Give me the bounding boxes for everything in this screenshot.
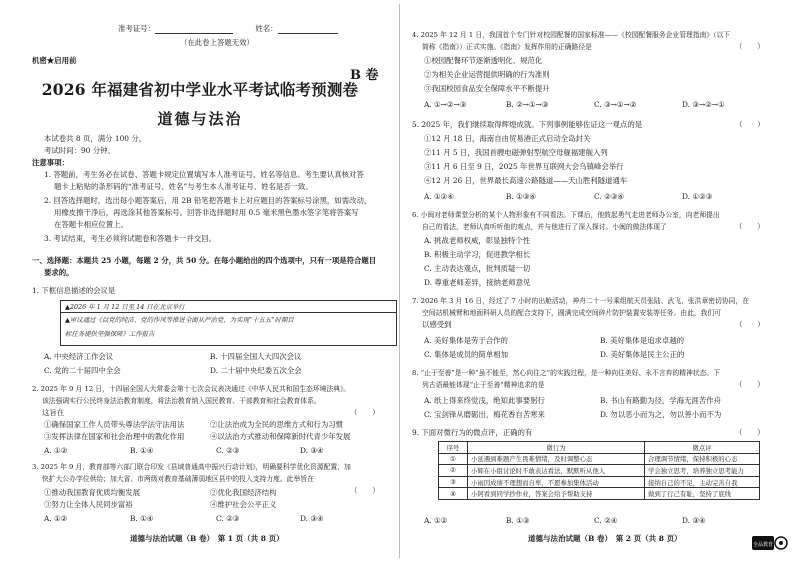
- q8-line: 8. “止于至善”是一种“虽不能至，然心向往之”的实践过程，是一种向往美好、永不言弃的精神状态。下: [412, 369, 721, 377]
- note-line: 2. 回答选择题时，选出每小题答案后，用 2B 铅笔把答题卡上对应题目的答案标号涂黑，如需改动，: [44, 196, 372, 205]
- q9-option-b: B. ①③: [506, 516, 530, 525]
- q9-row-behavior: 小阿看到同学抄作业，答案会给予帮助支持: [468, 488, 645, 500]
- q9-option-a: A. ①②: [424, 516, 448, 525]
- q4-item: ①校园配餐环节逐渐透明化、规范化: [424, 56, 543, 65]
- intro-line-1: 本试卷共 8 页，满分 100 分，: [44, 134, 147, 143]
- q3-item: ①推动我国教育优质均衡发展: [44, 488, 141, 497]
- table-row: [439, 465, 760, 477]
- q4-option-d: D. ③→②→①: [682, 100, 725, 109]
- q7-line: 以感受到: [422, 320, 452, 329]
- q6-option-c: C. 主动表达观点，批判质疑一切: [424, 264, 531, 273]
- q9-option-d: D. ③④: [682, 516, 706, 525]
- logo-text: 全品教育: [752, 542, 774, 548]
- q8-answer-paren: （ ）: [735, 380, 765, 389]
- q1-info-line: ▲审议通过《以党的纯洁、党的作风等推进全面从严治党，为实现“十五五”时期目: [65, 316, 294, 324]
- note-line: 3. 考试结束，考生必须将试题卷和答题卡一并交回。: [44, 234, 216, 243]
- q9-option-c: C. ②④: [594, 516, 618, 525]
- q1-option-b: B. 十四届全国人大四次会议: [210, 352, 302, 361]
- subject-title: 道德与法治: [157, 110, 243, 128]
- q4-answer-paren: （ ）: [735, 42, 765, 51]
- q8-option-b: B. 书山有路勤为径，学海无涯苦作舟: [600, 396, 721, 405]
- q4-item: ③我国校园食品安全保障水平不断提升: [424, 84, 550, 93]
- q9-table: [438, 441, 760, 500]
- q5-item: ①12 月 18 日，海南自由贸易港正式启动全岛封关: [424, 134, 591, 143]
- q2-option-d: D. ③④: [300, 446, 324, 455]
- q2-item: ③发挥法律在国家和社会治理中的教化作用: [44, 432, 185, 441]
- q3-item: ②优化我国经济结构: [210, 488, 277, 497]
- q9-row-no: ②: [439, 465, 468, 477]
- q4-item: ②为相关企业运营提供明确的行为准则: [424, 70, 550, 79]
- q2-option-a: A. ①②: [44, 446, 68, 455]
- q6-option-a: A. 挑战老师权威，彰显独特个性: [424, 236, 531, 245]
- name-blank: [278, 25, 338, 34]
- q9-stem: 9. 下面对微行为的微点评，正确的有: [412, 428, 533, 437]
- q9-answer-paren: （ ）: [735, 428, 765, 437]
- q5-option-b: B. ①③④: [506, 192, 537, 201]
- table-row: [439, 488, 760, 500]
- q2-item: ④以法治方式推动和保障新时代青少年发展: [210, 432, 351, 441]
- q9-row-comment: 合理调节情绪，保持积极的心态: [645, 453, 760, 465]
- q4-option-b: B. ②→①→③: [506, 100, 549, 109]
- confidential-mark: 机密★启用前: [32, 56, 77, 65]
- q5-item: ③11 月 6 日至 9 日，2025 年世界互联网大会乌镇峰会举行: [424, 162, 624, 171]
- q9-row-comment: 学会独立思考，培养独立思考能力: [645, 465, 760, 477]
- q8-option-c: C. 宝剑锋从磨砺出，梅花香自苦寒来: [424, 410, 545, 419]
- section-1-heading: 一、选择题：本题共 25 小题，每题 2 分，共 50 分。在每小题给出的四个选项中，只有一项是符合题目: [32, 256, 377, 265]
- q6-option-d: D. 尊重老师差异，接纳老师意见: [424, 278, 531, 287]
- q6-answer-paren: （ ）: [735, 222, 765, 231]
- q3-line: 快扩大公办学位供给；加大省、市两级对教育基础薄弱地区县中的投入支持力度。此举旨在: [42, 475, 314, 483]
- q2-item: ②让法治成为全民的思维方式和行为习惯: [210, 420, 344, 429]
- q3-answer-paren: （ ）: [350, 486, 380, 495]
- q3-option-d: D. ③④: [300, 514, 324, 523]
- q4-line: 4. 2025 年 12 月 1 日，我国首个专门针对校园配餐的国家标准——《校园配餐服务企业管理指南》（以下: [412, 31, 731, 39]
- q5-item: ④12 月 26 日，世界最长高速公路隧道——天山胜利隧道通车: [424, 176, 628, 185]
- q2-answer-paren: （ ）: [350, 408, 380, 417]
- q7-option-a: A. 美好集体是劳于合作的: [424, 336, 508, 345]
- q9-row-behavior: 小辉在小组讨论时不敢表达看法，默默听从他人: [468, 465, 645, 477]
- q1-option-c: C. 党的二十届四中全会: [44, 366, 121, 375]
- q7-option-c: C. 集体是成员的简单相加: [424, 350, 508, 359]
- q9-header-behavior: 微行为: [468, 442, 645, 454]
- q3-option-c: C. ②③: [216, 514, 240, 523]
- q9-row-comment: 做到了行己有耻，坚持了底线: [645, 488, 760, 500]
- candidate-id-blank: [155, 25, 233, 34]
- q7-answer-paren: （ ）: [735, 320, 765, 329]
- q7-option-d: D. 美好集体是民主公正的: [600, 350, 685, 359]
- seal-note: （在此卷上答题无效）: [180, 38, 254, 47]
- q9-row-no: ④: [439, 488, 468, 500]
- intro-line-2: 考试时间：90 分钟。: [44, 146, 115, 155]
- q1-info-box: [60, 300, 397, 346]
- q6-line: 自己的看法，老师认真听听他的观点，并与他进行了深入探讨。小闽的做法体现了: [422, 223, 667, 231]
- volume-label: B 卷: [350, 68, 379, 83]
- exam-title: 2026 年福建省初中学业水平考试临考预测卷: [41, 80, 359, 99]
- q2-item: ①确保国家工作人员带头尊法学法守法用法: [44, 420, 185, 429]
- q3-item: ④维护社会公平正义: [210, 500, 277, 509]
- q2-line: 2. 2025 年 9 月 12 日，十四届全国人大常委会第十七次会议表决通过《中华人民共和国生态环境法典》。: [32, 385, 351, 393]
- q3-item: ③努力让全体人民同步富裕: [44, 500, 133, 509]
- q1-info-date: ▲2026 年 1 月 12 日至 14 日在北京举行: [65, 303, 185, 311]
- q5-option-c: C. ②③④: [594, 192, 624, 201]
- q1-stem: 1. 下框信息描述的会议是: [32, 286, 116, 295]
- candidate-id-field: [118, 24, 338, 34]
- candidate-id-label: 准考证号：: [118, 24, 155, 33]
- q8-line: 列古语最能体现“止于至善”精神追求的是: [422, 381, 545, 389]
- publisher-logo-icon: [752, 534, 788, 552]
- q9-row-comment: 接纳自己的不足，主动完善自我: [645, 476, 760, 488]
- q9-row-behavior: 小延遇到难题产生畏难情绪，及时调整心态: [468, 453, 645, 465]
- q9-row-no: ③: [439, 476, 468, 488]
- q6-line: 6. 小闽对老师课堂分析的某个人物形象有不同看法。下课后，他鼓起勇气走进老师办公室，向老师提出: [412, 211, 720, 219]
- q7-line: 7. 2026 年 3 月 16 日，经过了 7 小时的出舱活动，神舟二十一号乘组航天员张陆、武飞、张洪章密切协同，在: [412, 297, 750, 305]
- q3-option-a: A. ①②: [44, 514, 68, 523]
- note-line: 1. 答题前，考生务必在试卷、答题卡规定位置填写本人准考证号、姓名等信息。考生要认真核对答: [44, 170, 364, 179]
- q2-line: 该法强调实行公民终身法治教育制度，将法治教育纳入国民教育、干部教育和社会教育体系。: [42, 397, 321, 405]
- notes-heading: 注意事项：: [32, 158, 69, 167]
- q4-option-c: C. ③→①→②: [594, 100, 637, 109]
- q1-option-d: D. 二十届中央纪委五次全会: [210, 366, 302, 375]
- note-line: 在答题卡相应位置上。: [54, 220, 128, 229]
- q5-answer-paren: （ ）: [735, 120, 765, 129]
- q9-row-no: ①: [439, 453, 468, 465]
- section-1-heading-cont: 要求的。: [44, 268, 74, 277]
- q5-option-d: D. ①②③: [682, 192, 713, 201]
- left-page-footer: 道德与法治试题（B 卷） 第 1 页（共 8 页）: [130, 534, 284, 543]
- q6-option-b: B. 积极主动学习，促进教学相长: [424, 250, 531, 259]
- q2-option-b: B. ①④: [130, 446, 154, 455]
- right-page-footer: 道德与法治试题（B 卷） 第 2 页（共 8 页）: [528, 534, 682, 543]
- q5-stem: 5. 2025 年，我们继续取得辉煌成就。下列事例能够佐证这一观点的是: [412, 120, 643, 129]
- table-row: [439, 453, 760, 465]
- q1-info-line: 标任务提供坚强保障》工作报告: [65, 330, 155, 338]
- q8-option-d: D. 勿以恶小而为之，勿以善小而不为: [600, 410, 722, 419]
- q4-option-a: A. ①→②→③: [424, 100, 467, 109]
- q7-line: 空间站机械臂和地面科研人员的配合支持下，圆满完成空间碎片防护装置安装等任务。由此，我们可: [422, 309, 722, 317]
- q7-option-b: B. 美好集体是追求卓越的: [600, 336, 685, 345]
- q9-table-header: [439, 442, 760, 454]
- table-row: [439, 476, 760, 488]
- q5-item: ②11 月 5 日，我国首艘电磁弹射型航空母舰福建舰入列: [424, 148, 608, 157]
- q2-option-c: C. ②③: [216, 446, 240, 455]
- q8-option-a: A. 纸上得来终觉浅，绝知此事要躬行: [424, 396, 545, 405]
- q1-option-a: A. 中央经济工作会议: [44, 352, 114, 361]
- name-label: 姓名：: [255, 24, 278, 33]
- q2-line: 这旨在: [42, 408, 65, 417]
- q3-line: 3. 2025 年 9 月，教育部等六部门联合印发《县域普通高中振兴行动计划》，明确要科学优化资源配置，加: [32, 463, 351, 471]
- q5-option-a: A. ①②④: [424, 192, 454, 201]
- q4-line: 简称《指南》）正式实施。《指南》发挥作用的正确路径是: [422, 43, 592, 51]
- q3-option-b: B. ①④: [130, 514, 154, 523]
- q9-header-comment: 微点评: [645, 442, 760, 454]
- note-line: 用橡皮擦干净后，再选涂其他答案标号。回答非选择题时用 0.5 毫米黑色墨水签字笔将答案写: [54, 208, 359, 217]
- q9-header-no: 序号: [439, 442, 468, 454]
- note-line: 题卡上粘贴的条形码的“准考证号、姓名”与考生本人准考证号、姓名是否一致。: [54, 182, 313, 191]
- q9-row-behavior: 小雨因成绩不理想而自卑，不愿参加集体活动: [468, 476, 645, 488]
